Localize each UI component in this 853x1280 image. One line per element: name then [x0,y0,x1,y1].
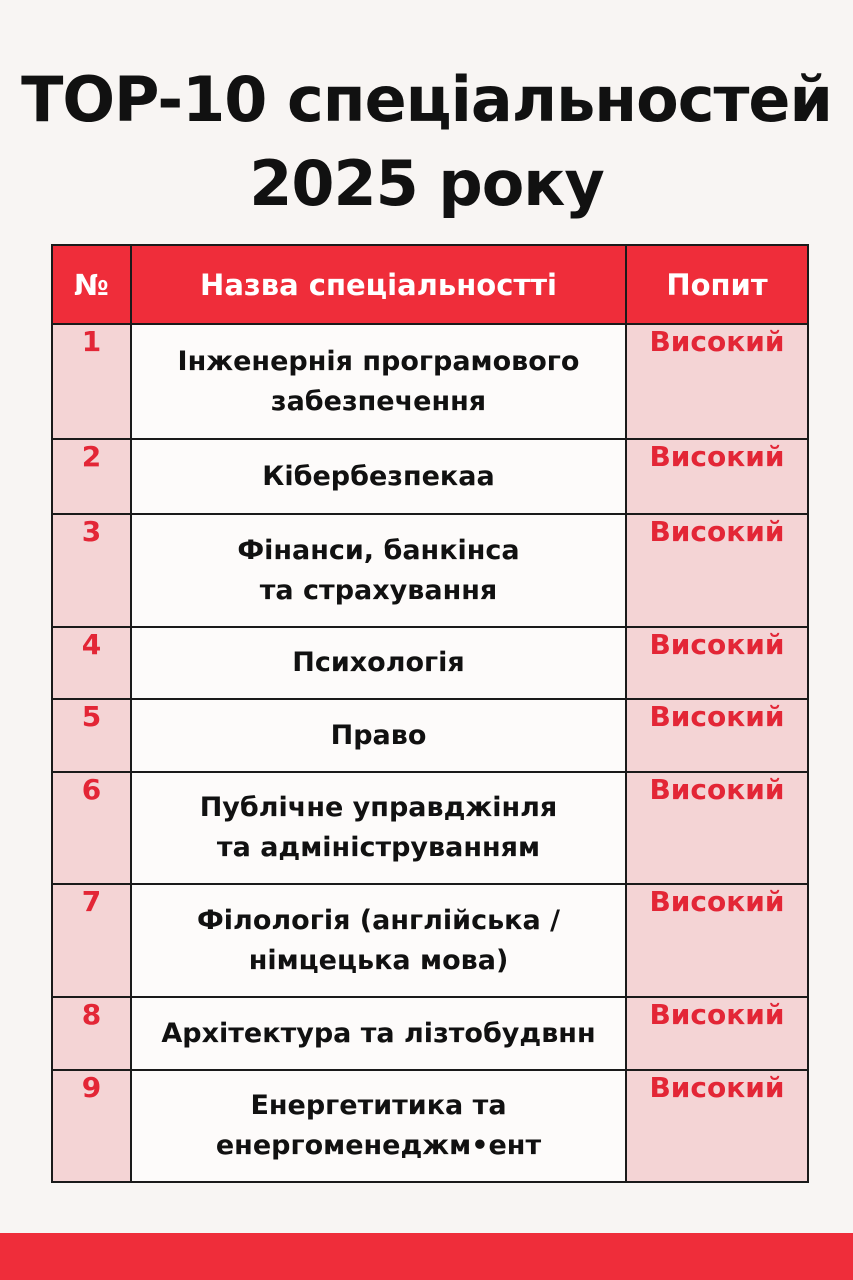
table-row [52,324,808,439]
table-row [52,514,808,627]
specialty-name-line-1: Енергетитика та [250,1090,507,1121]
table-row [52,997,808,1070]
specialty-name-line-1: Психологія [292,647,465,678]
specialty-name [131,997,626,1070]
row-number: 6 [52,772,131,884]
demand-value: Високий [626,324,808,439]
demand-value: Високий [626,627,808,699]
row-number: 8 [52,997,131,1070]
table-row [52,1070,808,1182]
table-row [52,627,808,699]
specialty-name-line-1: Право [330,719,427,751]
specialties-table [51,244,809,1183]
row-number: 7 [52,884,131,997]
page-title [0,58,853,226]
specialty-name [131,439,626,514]
title-line-1: TOP-10 спеціальностей [21,63,832,136]
specialty-name-line-1: Фінанси, банкінса [237,534,520,566]
row-number: 9 [52,1070,131,1182]
row-number: 3 [52,514,131,627]
specialty-name-line-2: забезпечення [270,385,487,417]
specialty-name [131,627,626,699]
row-number: 5 [52,699,131,772]
table-row [52,772,808,884]
specialty-name-line-2: енергоменеджм•ент [215,1130,542,1161]
specialty-name [131,699,626,772]
demand-value: Високий [626,514,808,627]
column-header-demand: Попит [626,245,808,324]
column-header-number: № [52,245,131,324]
demand-value: Високий [626,439,808,514]
title-line-2: 2025 року [249,147,604,220]
row-number: 2 [52,439,131,514]
specialty-name [131,884,626,997]
column-header-name: Назва спеціальностті [131,245,626,324]
demand-value: Високий [626,699,808,772]
specialty-name [131,324,626,439]
row-number: 1 [52,324,131,439]
specialty-name-line-2: німцецька мова) [248,944,509,976]
specialty-name-line-2: та адміністрyванням [216,832,541,863]
table-row [52,699,808,772]
demand-value: Високий [626,1070,808,1182]
specialty-name-line-2: та страхування [259,574,498,606]
specialty-name-line-1: Архітектура та лізтобудвнн [161,1017,596,1049]
demand-value: Високий [626,884,808,997]
table-row [52,439,808,514]
table-header-row [52,245,808,324]
bottom-accent-bar [0,1233,853,1280]
row-number: 4 [52,627,131,699]
specialty-name-line-1: Публічне управджінля [199,792,558,823]
specialty-name-line-1: Інженернія програмового [177,345,580,377]
specialty-name [131,1070,626,1182]
table-row [52,884,808,997]
demand-value: Високий [626,772,808,884]
specialty-name [131,514,626,627]
demand-value: Високий [626,997,808,1070]
specialty-name [131,772,626,884]
specialty-name-line-1: Кібербезпекаа [262,460,495,492]
specialty-name-line-1: Філологія (англійська / [197,904,560,936]
